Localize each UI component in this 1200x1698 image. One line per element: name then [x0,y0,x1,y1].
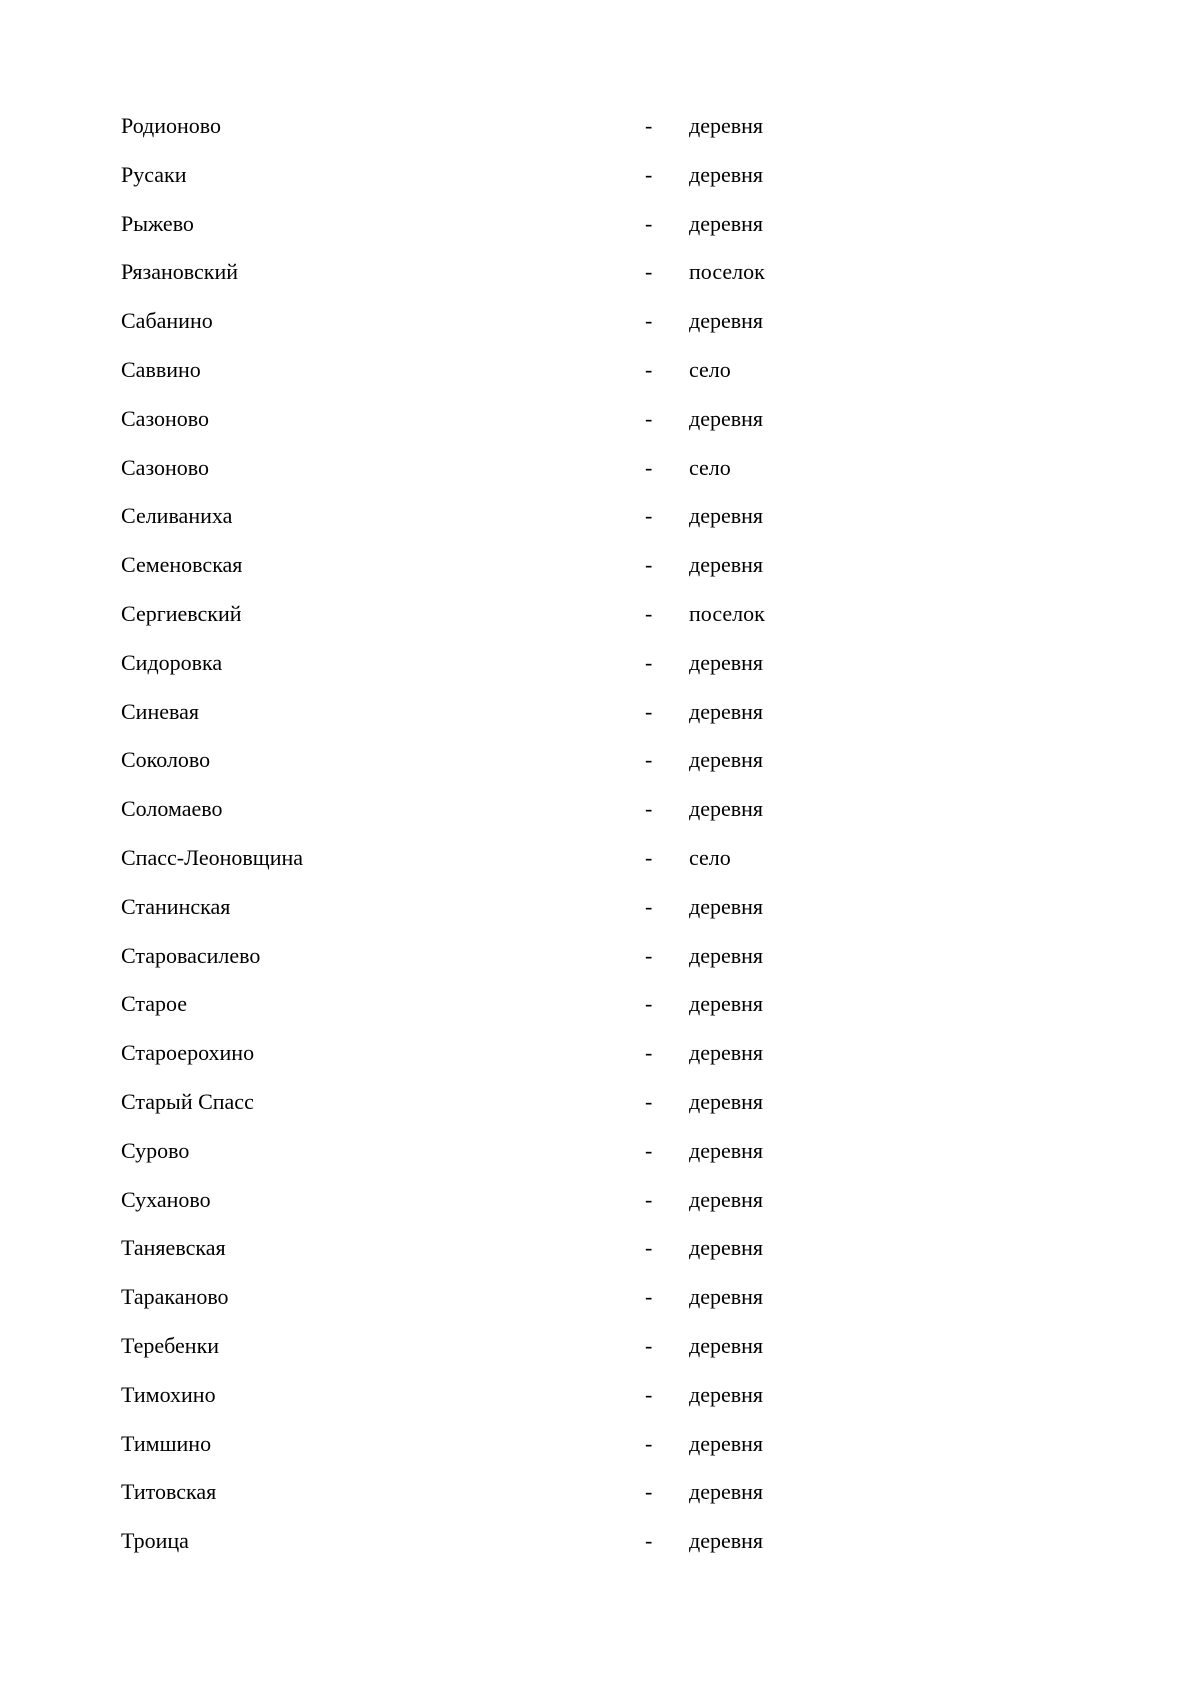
settlement-type: деревня [689,1430,764,1456]
separator-dash: - [645,1332,653,1358]
settlement-type: село [689,844,731,870]
settlement-type: деревня [689,942,764,968]
settlement-name: Сидоровка [121,649,223,675]
list-item [0,640,1200,689]
settlement-type: деревня [689,796,764,822]
settlement-name: Синевая [121,698,199,724]
settlement-type: деревня [689,747,764,773]
settlement-type: поселок [689,600,765,626]
list-item [0,1128,1200,1177]
settlement-name: Староерохино [121,1040,255,1066]
settlement-type: деревня [689,1284,764,1310]
separator-dash: - [645,161,653,187]
separator-dash: - [645,649,653,675]
list-item [0,981,1200,1030]
separator-dash: - [645,1284,653,1310]
list-item [0,1421,1200,1470]
settlement-name: Таняевская [121,1235,226,1261]
settlement-name: Тараканово [121,1284,229,1310]
separator-dash: - [645,1479,653,1505]
list-item [0,201,1200,250]
separator-dash: - [645,454,653,480]
separator-dash: - [645,1137,653,1163]
separator-dash: - [645,113,653,138]
settlement-type: деревня [689,405,764,431]
separator-dash: - [645,1088,653,1114]
settlement-type: деревня [689,1528,764,1554]
settlement-type: деревня [689,161,764,187]
settlement-name: Спасс-Леоновщина [121,844,304,870]
settlement-name: Сазоново [121,454,210,480]
list-item [0,493,1200,542]
settlement-type: деревня [689,649,764,675]
list-item [0,103,1200,152]
settlement-name: Соломаево [121,796,223,822]
separator-dash: - [645,210,653,236]
list-item [0,298,1200,347]
list-item [0,1518,1200,1567]
settlement-name: Старый Спасс [121,1088,254,1114]
settlement-type: село [689,356,731,382]
settlement-type: деревня [689,1186,764,1212]
list-item [0,737,1200,786]
settlement-list [0,103,1200,1567]
list-item [0,591,1200,640]
separator-dash: - [645,1186,653,1212]
separator-dash: - [645,600,653,626]
settlement-type: деревня [689,1235,764,1261]
list-item [0,1030,1200,1079]
list-item [0,1372,1200,1421]
separator-dash: - [645,1430,653,1456]
settlement-name: Тимшино [121,1430,212,1456]
settlement-type: деревня [689,1332,764,1358]
settlement-name: Троица [121,1528,189,1554]
settlement-type: деревня [689,1137,764,1163]
settlement-name: Теребенки [121,1332,220,1358]
settlement-type: деревня [689,698,764,724]
separator-dash: - [645,1235,653,1261]
settlement-name: Сурово [121,1137,190,1163]
settlement-name: Сабанино [121,308,213,334]
settlement-type: деревня [689,991,764,1017]
settlement-name: Родионово [121,113,222,138]
list-item [0,689,1200,738]
separator-dash: - [645,308,653,334]
separator-dash: - [645,405,653,431]
list-item [0,396,1200,445]
separator-dash: - [645,747,653,773]
settlement-name: Суханово [121,1186,211,1212]
list-item [0,1323,1200,1372]
list-item [0,152,1200,201]
separator-dash: - [645,552,653,578]
separator-dash: - [645,893,653,919]
settlement-name: Старовасилево [121,942,261,968]
settlement-type: поселок [689,259,765,285]
separator-dash: - [645,698,653,724]
settlement-name: Соколово [121,747,211,773]
settlement-type: деревня [689,893,764,919]
list-item [0,786,1200,835]
list-item [0,884,1200,933]
settlement-name: Сазоново [121,405,210,431]
list-item [0,1225,1200,1274]
settlement-name: Сергиевский [121,600,242,626]
separator-dash: - [645,991,653,1017]
separator-dash: - [645,796,653,822]
settlement-type: деревня [689,1381,764,1407]
settlement-type: деревня [689,1479,764,1505]
settlement-name: Старое [121,991,188,1017]
settlement-type: деревня [689,1040,764,1066]
settlement-name: Саввино [121,356,201,382]
list-item [0,542,1200,591]
list-item [0,347,1200,396]
settlement-name: Рыжево [121,210,194,236]
list-item [0,1079,1200,1128]
settlement-name: Тимохино [121,1381,216,1407]
list-item [0,933,1200,982]
settlement-name: Русаки [121,161,187,187]
settlement-type: деревня [689,1088,764,1114]
separator-dash: - [645,1381,653,1407]
list-item [0,1469,1200,1518]
list-item [0,1177,1200,1226]
settlement-type: село [689,454,731,480]
settlement-type: деревня [689,503,764,529]
separator-dash: - [645,503,653,529]
settlement-name: Станинская [121,893,231,919]
settlement-name: Семеновская [121,552,243,578]
settlement-name: Рязановский [121,259,239,285]
settlement-type: деревня [689,210,764,236]
settlement-type: деревня [689,113,764,138]
list-item [0,249,1200,298]
list-item [0,835,1200,884]
list-item [0,1274,1200,1323]
separator-dash: - [645,259,653,285]
settlement-type: деревня [689,552,764,578]
separator-dash: - [645,356,653,382]
separator-dash: - [645,942,653,968]
settlement-type: деревня [689,308,764,334]
separator-dash: - [645,1040,653,1066]
list-item [0,445,1200,494]
separator-dash: - [645,1528,653,1554]
settlement-name: Титовская [121,1479,217,1505]
settlement-name: Селиваниха [121,503,233,529]
separator-dash: - [645,844,653,870]
